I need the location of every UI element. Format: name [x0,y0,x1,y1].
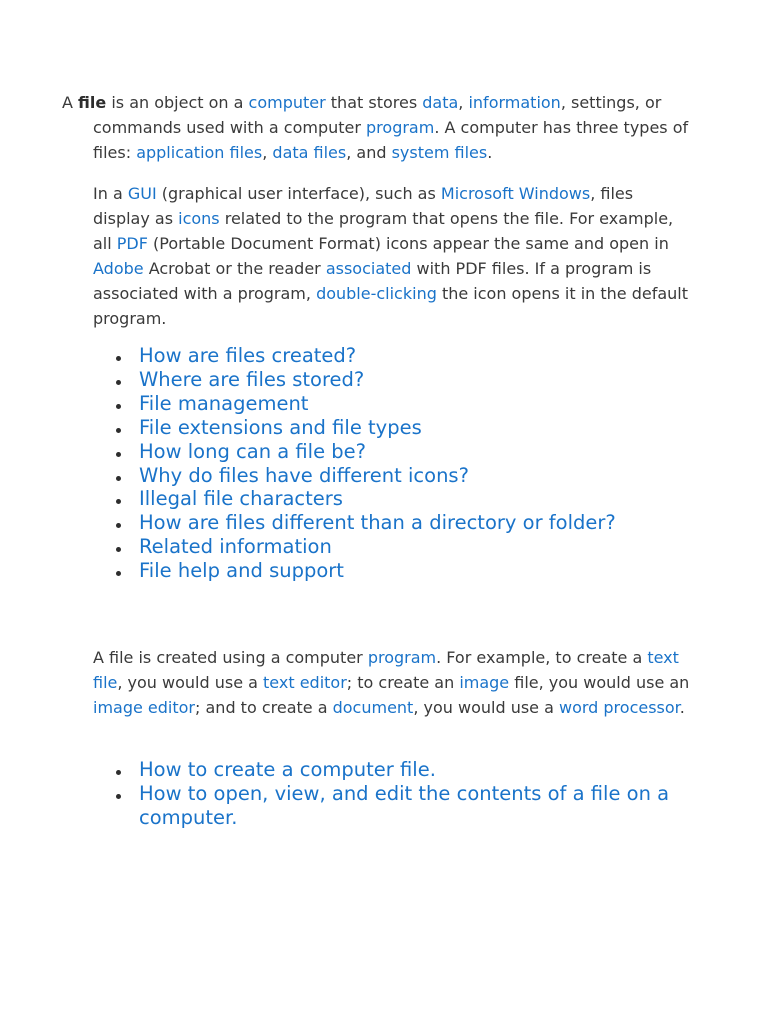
image-editor-link[interactable]: image editor [93,698,196,717]
document-link[interactable]: document [332,698,414,717]
creation-text: ; to create an [346,673,460,692]
toc-item-file-vs-directory[interactable]: How are files different than a directory or folder? [139,511,699,535]
application-files-link[interactable]: application files [136,143,263,162]
table-of-contents [93,344,699,583]
intro-text: A [62,93,79,112]
toc-item-related-information[interactable]: Related information [139,535,699,559]
icons-link[interactable]: icons [178,209,220,228]
toc-item-where-files-stored[interactable]: Where are files stored? [139,368,699,392]
creation-text: A file is created using a computer [93,648,368,667]
image-link[interactable]: image [459,673,510,692]
intro-text: is an object on a [106,93,249,112]
toc-item-how-files-created[interactable]: How are files created? [139,344,699,368]
intro-text: , and [346,143,392,162]
word-processor-link[interactable]: word processor [558,698,680,717]
creation-text: . For example, to create a [436,648,648,667]
intro-text: , [262,143,273,162]
gui-text: with PDF files. If a program is associated with a program, [93,259,652,303]
gui-text: the icon opens it in the default program. [93,284,689,328]
toc-item-file-management[interactable]: File management [139,392,699,416]
data-files-link[interactable]: data files [272,143,347,162]
file-creation-paragraph [93,645,693,720]
gui-text: In a [93,184,128,203]
intro-text: , settings, or commands used with a computer [93,93,662,137]
gui-text: (Portable Document Format) icons appear the same and open in [147,234,669,253]
related-links-list [93,758,699,830]
adobe-link[interactable]: Adobe [93,259,144,278]
toc-item-file-length[interactable]: How long can a file be? [139,440,699,464]
information-link[interactable]: information [468,93,561,112]
file-term: file [78,93,107,112]
gui-link[interactable]: GUI [127,184,157,203]
system-files-link[interactable]: system files [391,143,488,162]
gui-text: related to the program that opens the file. For example, all [93,209,674,253]
microsoft-windows-link[interactable]: Microsoft Windows [440,184,591,203]
intro-text: . A computer has three types of files: [93,118,689,162]
program-link[interactable]: program [366,118,435,137]
toc-item-illegal-characters[interactable]: Illegal file characters [139,487,699,511]
creation-text: ; and to create a [195,698,333,717]
creation-text: , you would use a [413,698,559,717]
intro-text: , [458,93,469,112]
creation-text: file, you would use an [509,673,690,692]
creation-text: , you would use a [117,673,264,692]
gui-text: , files display as [93,184,634,228]
gui-paragraph [93,181,693,331]
intro-text: that stores [325,93,423,112]
intro-paragraph [62,90,723,165]
program-link[interactable]: program [367,648,437,667]
text-file-link[interactable]: text file [93,648,679,692]
double-clicking-link[interactable]: double-clicking [316,284,437,303]
text-editor-link[interactable]: text editor [263,673,347,692]
related-link-create-file[interactable]: How to create a computer file. [139,758,699,782]
gui-text: Acrobat or the reader [143,259,326,278]
gui-text: (graphical user interface), such as [156,184,441,203]
related-link-open-view-edit[interactable]: How to open, view, and edit the contents of a file on a computer. [139,782,699,830]
toc-item-different-icons[interactable]: Why do files have different icons? [139,464,699,488]
associated-link[interactable]: associated [325,259,412,278]
data-link[interactable]: data [422,93,459,112]
computer-link[interactable]: computer [248,93,326,112]
toc-item-help-support[interactable]: File help and support [139,559,699,583]
toc-item-file-extensions[interactable]: File extensions and file types [139,416,699,440]
creation-text: . [679,698,685,717]
intro-text: . [487,143,493,162]
pdf-link[interactable]: PDF [116,234,148,253]
